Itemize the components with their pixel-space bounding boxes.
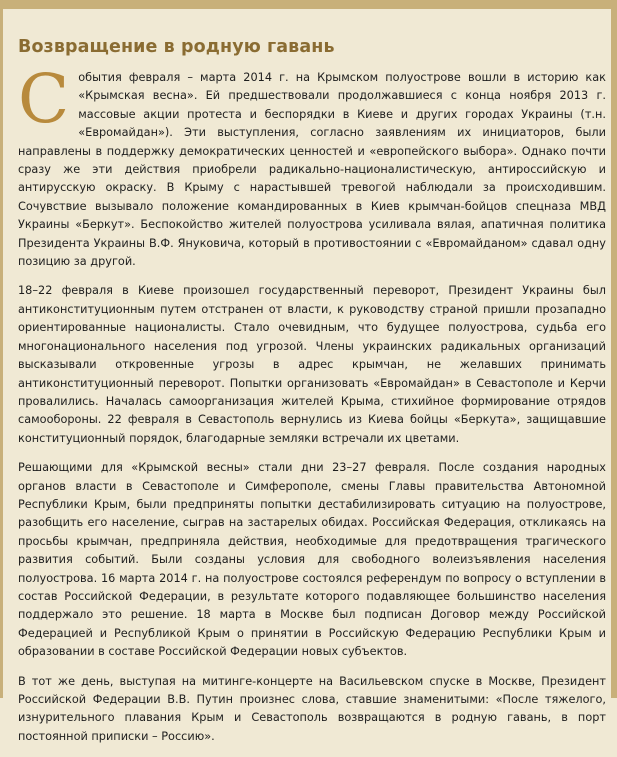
- paragraph-text: обытия февраля – марта 2014 г. на Крымском полуострове вошли в историю как «Крымская весна». Ей предшествовали продолжавшиеся с конца ноября 2013 г. массовые акции протеста и беспорядки в Киеве и других городах Украины (т.н. «Евромайдан»). Эти выступления, согласно заявлениям их инициаторов, были направлены в поддержку демократических ценностей и «европейского выбора». Однако почти сразу же эти действия приобрели радикально-националистическую, антироссийскую и антирусскую окраску. В Крыму с нарастывшей тревогой наблюдали за происходившим. Сочувствие вызывало положение командированных в Киев крымчан-бойцов спецназа МВД Украины «Беркут». Беспокойство жителей полуострова усиливала вялая, апатичная политика Президента Украины В.Ф. Януковича, который в противостоянии с «Евромайданом» сдавал одну позицию за другой.: [18, 71, 606, 269]
- page-title: Возвращение в родную гавань: [18, 37, 335, 57]
- article-paragraph-2: 18–22 февраля в Киеве произошел государственный переворот, Президент Украины был антиконституционным путем отстранен от власти, к руководству страной пришли прозападно ориентированные националисты. Стало очевидным, что будущее полуострова, судьба его многонационального населения под угрозой. Члены украинских радикальных организаций высказывали откровенные угрозы в адрес крымчан, не желавших принимать антиконституционный переворот. Попытки организовать «Евромайдан» в Севастополе и Керчи провалились. Началась самоорганизация жителей Крыма, стихийное формирование отрядов самообороны. 22 февраля в Севастополь вернулись из Киева бойцы «Беркута», защищавшие конституционный порядок, благодарные земляки встречали их цветами.: [18, 284, 606, 445]
- drop-cap-letter: С: [18, 60, 70, 138]
- article-paragraph-1: [18, 60, 606, 271]
- article-body: [18, 60, 606, 757]
- article-paragraph-4: В тот же день, выступая на митинге-концерте на Васильевском спуске в Москве, Президент Российской Федерации В.В. Путин произнес слова, ставшие знаменитыми: «После тяжелого, изнурительного плавания Крым и Севастополь возвращаются в родную гавань, в порт постоянной приписки – Россию».: [18, 674, 606, 743]
- article-paragraph-3: Решающими для «Крымской весны» стали дни 23–27 февраля. После создания народных органов власти в Севастополе и Симферополе, смены Главы правительства Автономной Республики Крым, были предприняты попытки дестабилизировать ситуацию на полуострове, разобщить его население, сыграв на застарелых обидах. Российская Федерация, откликаясь на просьбы крымчан, предприняла действия, необходимые для предотвращения трагического развития событий. Были созданы условия для свободного волеизъявления населения полуострова. 16 марта 2014 г. на полуострове состоялся референдум по вопросу о вступлении в состав Российской Федерации, в результате которого подавляющее большинство населения поддержало это решение. 18 марта в Москве был подписан Договор между Российской Федерацией и Республикой Крым о принятии в Российскую Федерацию Республики Крым и образовании в составе Российской Федерации новых субъектов.: [18, 461, 606, 659]
